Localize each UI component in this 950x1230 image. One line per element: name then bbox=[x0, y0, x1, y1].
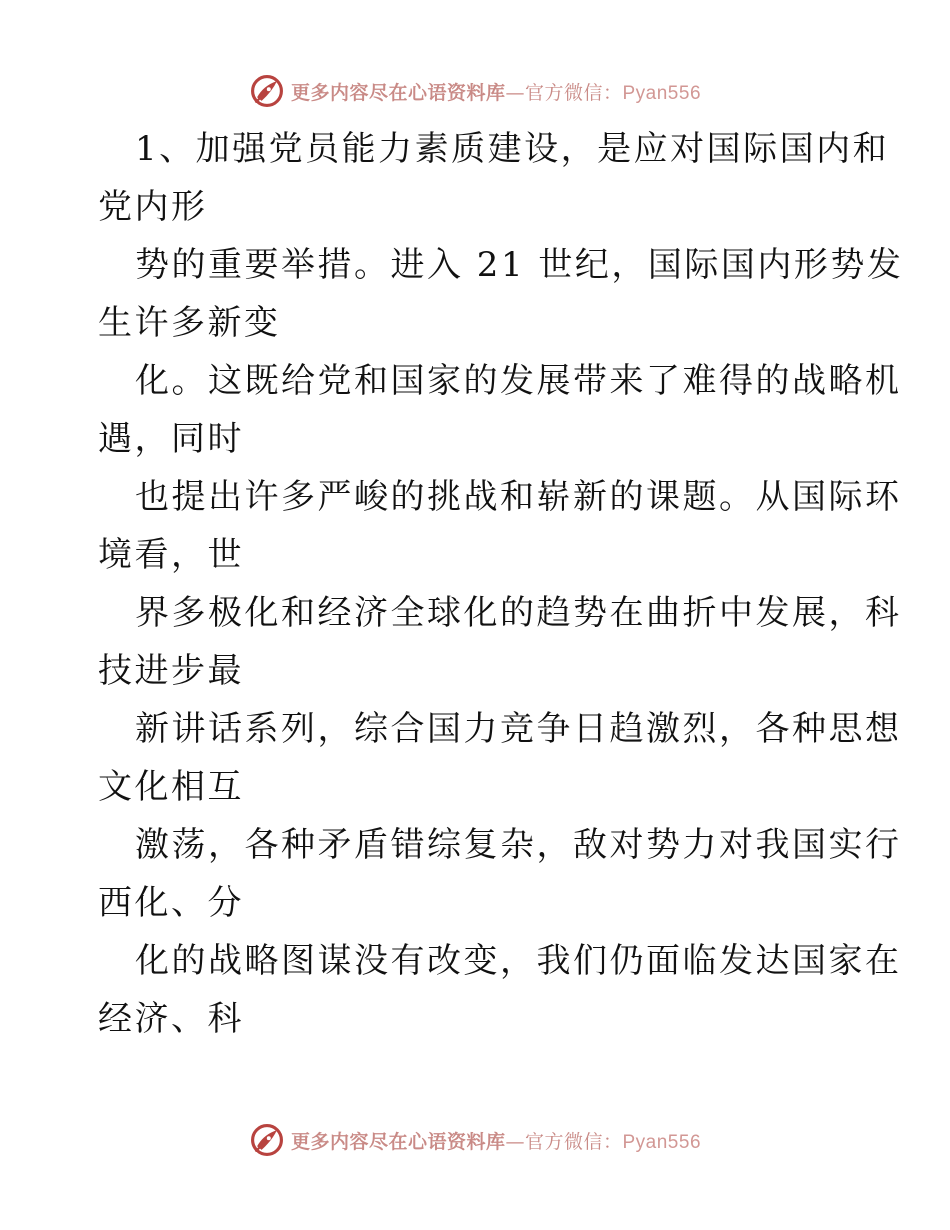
body-line: 经济、科 bbox=[98, 999, 244, 1039]
header-site-text: 更多内容尽在心语资料库 bbox=[290, 81, 506, 104]
header-banner bbox=[0, 71, 950, 111]
body-line: 境看，世 bbox=[98, 535, 244, 575]
pen-nib-logo-icon bbox=[249, 73, 285, 109]
body-line: 文化相互 bbox=[98, 767, 244, 807]
body-line: 遇，同时 bbox=[98, 419, 244, 459]
footer-banner-text bbox=[291, 1127, 701, 1154]
body-line: 技进步最 bbox=[98, 651, 244, 691]
header-dash: — bbox=[505, 81, 525, 104]
footer-wechat-handle: Pyan556 bbox=[622, 1131, 702, 1153]
body-line: 激荡，各种矛盾错综复杂，敌对势力对我国实行 bbox=[135, 825, 902, 865]
body-line: 党内形 bbox=[98, 187, 208, 227]
footer-banner-inner bbox=[249, 1122, 701, 1158]
body-line: 界多极化和经济全球化的趋势在曲折中发展，科 bbox=[135, 593, 902, 633]
body-line: 势的重要举措。进入 21 世纪，国际国内形势发 bbox=[135, 245, 904, 285]
footer-wechat-label: 官方微信： bbox=[524, 1130, 623, 1153]
footer-dash: — bbox=[505, 1130, 525, 1153]
header-banner-inner bbox=[249, 73, 701, 109]
header-wechat-label: 官方微信： bbox=[524, 81, 623, 104]
body-line: 化。这既给党和国家的发展带来了难得的战略机 bbox=[135, 361, 902, 401]
footer-site-text: 更多内容尽在心语资料库 bbox=[290, 1130, 506, 1153]
document-body bbox=[98, 120, 904, 1048]
body-line: 生许多新变 bbox=[98, 303, 281, 343]
body-line: 也提出许多严峻的挑战和崭新的课题。从国际环 bbox=[135, 477, 902, 517]
pen-nib-logo-icon bbox=[249, 1122, 285, 1158]
body-line: 化的战略图谋没有改变，我们仍面临发达国家在 bbox=[135, 941, 902, 981]
footer-banner bbox=[0, 1120, 950, 1160]
header-banner-text bbox=[291, 78, 701, 105]
body-line: 西化、分 bbox=[98, 883, 244, 923]
header-wechat-handle: Pyan556 bbox=[622, 82, 702, 104]
body-line: 新讲话系列，综合国力竞争日趋激烈，各种思想 bbox=[135, 709, 902, 749]
body-line: 1、加强党员能力素质建设，是应对国际国内和 bbox=[135, 129, 890, 169]
